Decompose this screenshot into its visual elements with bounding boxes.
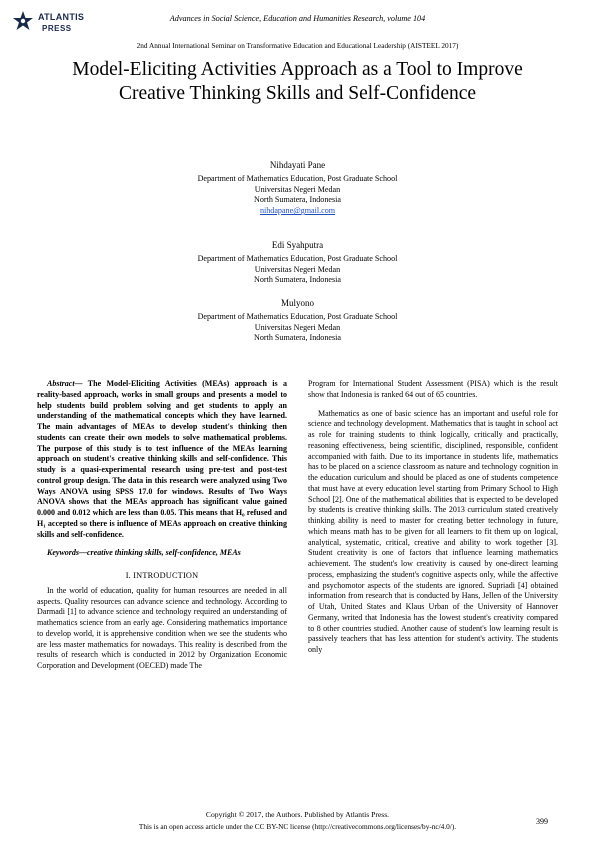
logo-text-line1: ATLANTIS bbox=[38, 12, 85, 22]
author-university: Universitas Negeri Medan bbox=[254, 264, 341, 274]
conference-header: 2nd Annual International Seminar on Transformative Education and Educational Leadership (AISTEEL 2017) bbox=[136, 41, 459, 50]
body-paragraph: Program for International Student Assessment (PISA) which is the result show that Indonesia is ranked 64 out of 65 countries. bbox=[308, 379, 558, 399]
author-location: North Sumatera, Indonesia bbox=[254, 333, 341, 343]
intro-paragraph: In the world of education, quality for human resources are needed in all aspects. Quality resources can advance science and technology. According to Darmadi [1] to advance science and technology required an understanding of mathematics science from an early age. Considering mathematics importance to develop world, it is apprehensive condition when we see the students who are less master mathematics for nowadays. This reality is described from the results of research which is conducted in 2012 by Organization Economic Corporation and Development (OECED) made The bbox=[37, 585, 287, 670]
author-location: North Sumatera, Indonesia bbox=[254, 275, 341, 285]
abstract-text: The Model-Eliciting Activities (MEAs) approach is a reality-based approach, works in small groups and presents a model to help students build problem solving and get students to apply an understanding of the mathematical concepts which they have learned. The main advantages of MEAs to develop student's thinking then students can create their own models to solve mathematical problems. The purpose of this study is to test influence of the MEAs learning approach on student's creative thinking skills and self-confidence. This study is a quasi-experimental research using pre-test and post-test control group design. The data in this research were analyzed using Two Ways ANOVA using SPSS 17.0 for windows. Results of Two Ways ANOVA shows that the MEAs approach has significant value gained 0.000 and 0.012 which are less than 0.05. This means that H₀ refused and H₁ accepted so there is influence of MEAs approach on creative thinking skills and self-confidence. bbox=[37, 379, 287, 539]
paper-title: Model-Eliciting Activities Approach as a Tool to Improve Creative Thinking Skills and Self-Confidence bbox=[72, 59, 523, 104]
body-paragraph: Mathematics as one of basic science has an important and useful role for science and technology development. Mathematics that is taught in school act as role for training students to think logically, critically and practically, reasoning effectiveness, being scientific, disciplined, responsible, confident accompanied with faith. Due to its importance in students life, mathematics has to be placed on a science classroom as nature and technology cognition in the education curiculum and should be placed as one of students competence that must have at every education level starting from Primary School to High School [2]. One of the mathematical abilities that is expected to be developed by students is creative thinking skills. The 2013 curriculum stated creatively thinking ability is need to master for creating better technology in future, which means math has to be given for all learners to fit them up on logical, analytical, systematic, critical, creative and ability to work together [3]. Student creativity is one of factors that influence learning mathematics achievement. The student's low creativity is caused by one-direct learning process, emphasizing the student's cognitive aspects only, while the affective and psychomotor aspects of the students are ignored. Supriadi [4] obtained information from research that is conducted by Hans, Jellen of the University of Utah, United States and Klaus Urban of the University of Hannover Germany, writed that Indonesia has the lowest student's creativity compared to 8 other countries studied. Another cause of student's low learning result is passively teachers that has less attention for student's activity. The students only bbox=[308, 408, 558, 654]
right-column bbox=[308, 379, 558, 656]
author-name: Edi Syahputra bbox=[271, 240, 324, 250]
author-block-3 bbox=[0, 298, 595, 344]
author-location: North Sumatera, Indonesia bbox=[254, 195, 341, 205]
author-department: Department of Mathematics Education, Post Graduate School bbox=[197, 173, 398, 183]
author-block-2 bbox=[0, 240, 595, 286]
author-department: Department of Mathematics Education, Post Graduate School bbox=[197, 311, 398, 321]
author-university: Universitas Negeri Medan bbox=[254, 322, 341, 332]
author-department: Department of Mathematics Education, Post Graduate School bbox=[197, 253, 398, 263]
keywords: Keywords—creative thinking skills, self-confidence, MEAs bbox=[47, 548, 241, 558]
left-column bbox=[37, 379, 287, 672]
section-heading-introduction: I. INTRODUCTION bbox=[125, 571, 199, 580]
abstract bbox=[37, 379, 287, 540]
author-name: Nihdayati Pane bbox=[269, 160, 326, 170]
author-email-link[interactable]: nihdapane@gmail.com bbox=[259, 206, 336, 216]
license-footer: This is an open access article under the CC BY-NC license (http://creativecommons.org/licenses/by-nc/4.0/). bbox=[138, 822, 457, 831]
copyright-footer: Copyright © 2017, the Authors. Published by Atlantis Press. bbox=[205, 810, 390, 819]
logo-text-line2: PRESS bbox=[42, 24, 72, 33]
author-university: Universitas Negeri Medan bbox=[254, 184, 341, 194]
abstract-label: Abstract— bbox=[47, 379, 83, 388]
author-name: Mulyono bbox=[280, 298, 314, 308]
series-header: Advances in Social Science, Education and Humanities Research, volume 104 bbox=[169, 14, 426, 23]
page-number: 399 bbox=[536, 817, 548, 826]
author-block-1 bbox=[0, 160, 595, 217]
